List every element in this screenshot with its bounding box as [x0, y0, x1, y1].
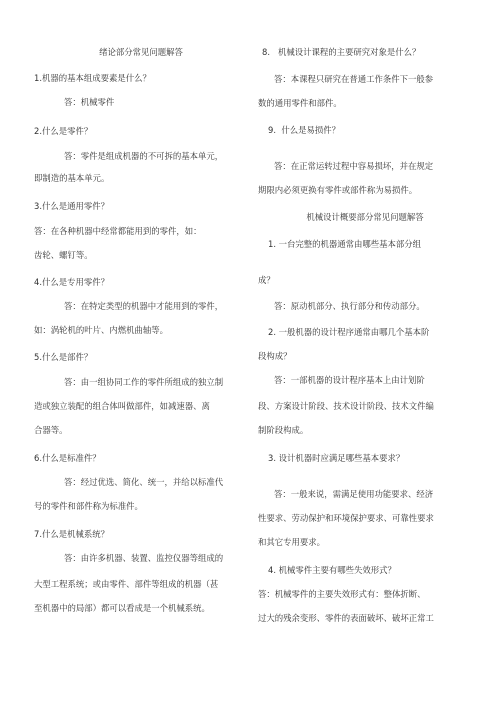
answer-d3-line-1: 答：一般来说，需满足使用功能要求、经济	[274, 489, 434, 499]
question-d1-line-2: 成？	[258, 275, 275, 285]
answer-3-line-2: 齿轮、螺钉等。	[34, 250, 93, 260]
question-d3: 3. 设计机器时应满足哪些基本要求？	[268, 453, 405, 463]
question-d1: 1. 一台完整的机器通常由哪些基本部分组	[268, 239, 422, 249]
answer-4-line-1: 答：在特定类型的机器中才能用到的零件，	[64, 301, 224, 311]
question-7: 7.什么是机械系统？	[34, 529, 109, 539]
answer-4-line-2: 如：涡轮机的叶片、内燃机曲轴等。	[34, 325, 168, 335]
question-8: 8. 机械设计课程的主要研究对象是什么？	[262, 47, 421, 57]
answer-7-line-1: 答：由许多机器、装置、监控仪器等组成的	[64, 553, 224, 563]
question-1: 1.机器的基本组成要素是什么？	[34, 73, 151, 83]
question-3: 3.什么是通用零件？	[34, 201, 109, 211]
question-4: 4.什么是专用零件？	[34, 277, 109, 287]
answer-d3-line-3: 和其它专用要求。	[258, 537, 325, 547]
answer-d2-line-1: 答：一部机器的设计程序基本上由计划阶	[274, 375, 425, 385]
question-d2: 2. 一般机器的设计程序通常由哪几个基本阶	[268, 327, 430, 337]
answer-d2-line-2: 段、方案设计阶段、技术设计阶段、技术文件编	[258, 401, 434, 411]
answer-1-line-1: 答：机械零件	[64, 97, 115, 107]
answer-2-line-2: 即制造的基本单元。	[34, 173, 110, 183]
answer-9-line-1: 答：在正常运转过程中容易损坏，并在规定	[274, 161, 434, 171]
answer-6-line-2: 号的零件和部件称为标准件。	[34, 501, 143, 511]
answer-3-line-1: 答：在各种机器中经常都能用到的零件，如：	[34, 226, 202, 236]
question-6: 6.什么是标准件？	[34, 453, 101, 463]
answer-d4-line-2: 过大的残余变形、零件的表面破坏、破坏正常工	[258, 613, 434, 623]
answer-d4-line-1: 答：机械零件的主要失效形式有：整体折断、	[258, 589, 426, 599]
answer-5-line-1: 答：由一组协同工作的零件所组成的独立制	[64, 377, 224, 387]
answer-7-line-2: 大型工程系统；或由零件、部件等组成的机器（甚	[34, 579, 219, 589]
answer-8-line-2: 数的通用零件和部件。	[258, 98, 342, 108]
answer-7-line-3: 至机器中的局部）都可以看成是一个机械系统。	[34, 603, 210, 613]
section-title-design-overview: 机械设计概要部分常见问题解答	[306, 212, 424, 222]
question-d2-line-2: 段构成？	[258, 351, 292, 361]
answer-5-line-3: 合器等。	[34, 425, 68, 435]
question-9: 9. 什么是易损件？	[268, 125, 340, 135]
answer-5-line-2: 造或独立装配的组合体叫做部件，如减速器、离	[34, 401, 210, 411]
answer-d1-line-1: 答：原动机部分、执行部分和传动部分。	[274, 301, 425, 311]
answer-d2-line-3: 制阶段构成。	[258, 425, 309, 435]
question-5: 5.什么是部件？	[34, 352, 93, 362]
answer-8-line-1: 答：本课程只研究在普通工作条件下一般参	[274, 74, 434, 84]
answer-6-line-1: 答：经过优选、简化、统一，并给以标准代	[64, 477, 224, 487]
answer-9-line-2: 期限内必须更换有零件或部件称为易损件。	[258, 185, 418, 195]
answer-2-line-1: 答：零件是组成机器的不可拆的基本单元，	[64, 151, 224, 161]
section-title-intro: 绪论部分常见问题解答	[99, 47, 183, 57]
answer-d3-line-2: 性要求、劳动保护和环境保护要求、可靠性要求	[258, 513, 434, 523]
question-2: 2.什么是零件？	[34, 126, 93, 136]
question-d4: 4. 机械零件主要有哪些失效形式？	[268, 565, 396, 575]
